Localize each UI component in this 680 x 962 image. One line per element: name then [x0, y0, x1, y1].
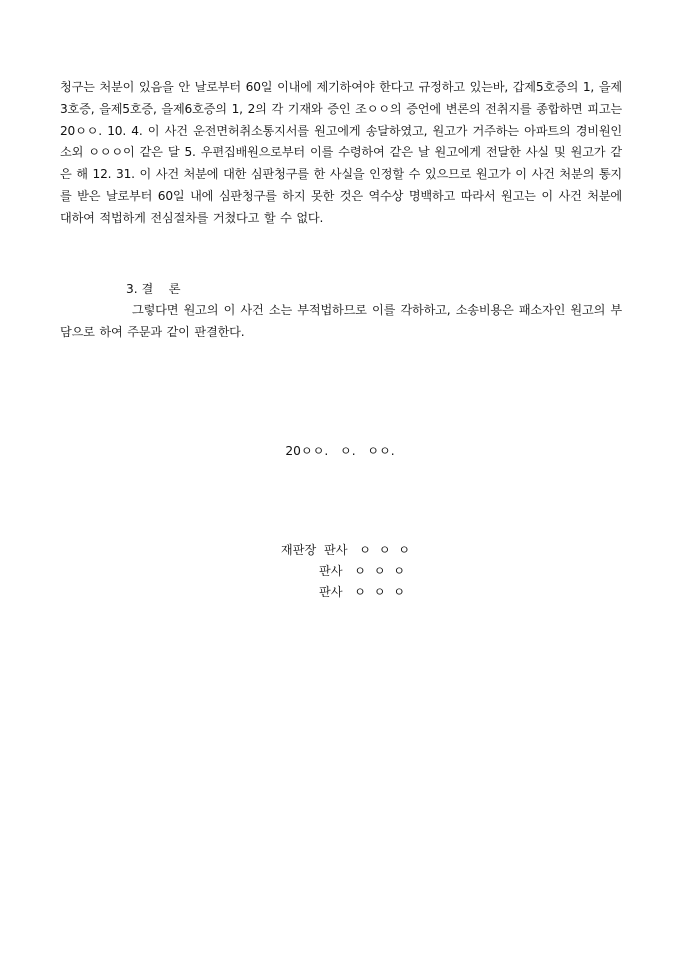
judgment-date: 20ㅇㅇ. ㅇ. ㅇㅇ. — [285, 444, 395, 458]
section-heading-conclusion: 3. 결 론 — [126, 282, 181, 296]
judge-title: 판사 — [319, 585, 343, 599]
judge-line — [319, 561, 405, 581]
judge-name: ㅇ ㅇ ㅇ — [354, 585, 405, 599]
judge-line — [319, 582, 405, 602]
judge-title: 판사 — [319, 564, 343, 578]
judge-name: ㅇ ㅇ ㅇ — [354, 564, 405, 578]
body-paragraph: 청구는 처분이 있음을 안 날로부터 60일 이내에 제기하여야 한다고 규정하고 있는바, 갑제5호증의 1, 을제3호증, 을제5호증, 을제6호증의 1, 2의 각 기재와 증인 조ㅇㅇ의 증언에 변론의 전취지를 종합하면 피고는 20ㅇㅇ. 10. 4. 이 사건 운전면허취소통지서를 원고에게 송달하였고, 원고가 거주하는 아파트의 경비원인 소외 ㅇㅇㅇ이 같은 달 5. 우편집배원으로부터 이를 수령하여 같은 날 원고에게 전달한 사실 및 원고가 같은 해 12. 31. 이 사건 처분에 대한 심판청구를 한 사실을 인정할 수 있으므로 원고가 이 사건 처분의 통지를 받은 날로부터 60일 내에 심판청구를 하지 못한 것은 역수상 명백하고 따라서 원고는 이 사건 처분에 대하여 적법하게 전심절차를 거쳤다고 할 수 없다. — [60, 80, 622, 225]
conclusion-paragraph: 그렇다면 원고의 이 사건 소는 부적법하므로 이를 각하하고, 소송비용은 패소자인 원고의 부담으로 하여 주문과 같이 판결한다. — [60, 303, 622, 339]
presiding-judge-line — [281, 540, 410, 560]
judge-title: 재판장 판사 — [280, 543, 348, 557]
judge-name: ㅇ ㅇ ㅇ — [359, 543, 410, 557]
